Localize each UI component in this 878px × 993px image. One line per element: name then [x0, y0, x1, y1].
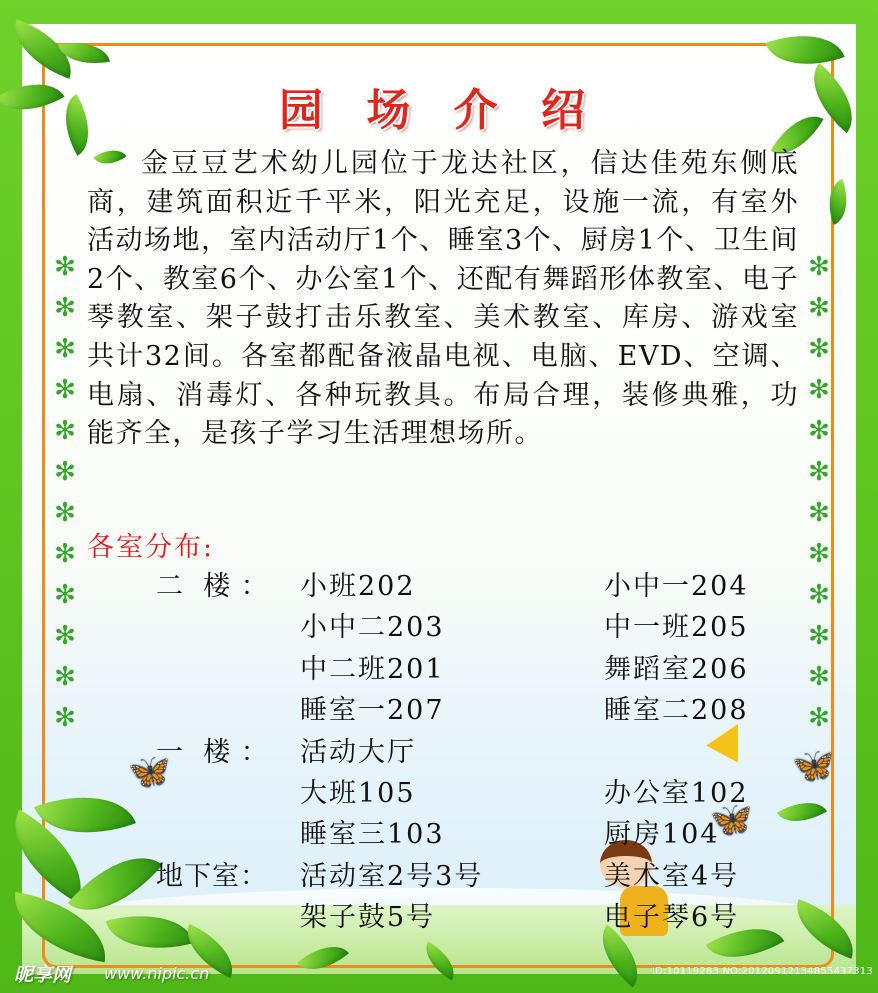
- flower-gear-icon: ✻: [54, 498, 76, 528]
- floor-label: 一 楼 ：: [156, 736, 269, 768]
- room-entry: 舞蹈室206: [604, 653, 749, 685]
- room-entry: 活动室2号3号: [300, 860, 484, 892]
- flower-gear-icon: ✻: [54, 539, 76, 569]
- rooms-section-title: 各室分布:: [87, 532, 215, 563]
- room-entry: 活动大厅: [300, 736, 416, 768]
- butterfly-icon: 🦋: [128, 752, 171, 792]
- room-entry: 睡室三103: [300, 819, 445, 851]
- flower-gear-icon: ✻: [54, 662, 76, 692]
- room-entry: 电子琴6号: [604, 902, 740, 934]
- room-entry: 小中一204: [604, 571, 749, 602]
- room-entry: 睡室二208: [604, 695, 749, 727]
- flower-gear-icon: ✻: [54, 416, 76, 446]
- room-entry: 美术室4号: [604, 860, 740, 892]
- flower-gear-icon: ✻: [54, 252, 76, 282]
- flower-gear-icon: ✻: [808, 416, 830, 446]
- flower-gear-icon: ✻: [808, 457, 830, 487]
- flower-gear-icon: ✻: [808, 621, 830, 651]
- flower-gear-icon: ✻: [808, 375, 830, 405]
- butterfly-icon: 🦋: [792, 746, 835, 786]
- room-entry: 小中二203: [300, 612, 445, 644]
- room-entry: 睡室一207: [300, 695, 445, 727]
- watermark-logo: 昵享网: [14, 964, 72, 986]
- flower-gear-icon: ✻: [808, 580, 830, 610]
- butterfly-icon: 🦋: [710, 800, 753, 840]
- room-entry: 中一班205: [604, 612, 749, 644]
- room-entry: 架子鼓5号: [300, 902, 436, 934]
- floor-label: 二 楼 ：: [156, 571, 269, 602]
- watermark-id: ID:10119283 NO:20120912134855437313: [652, 966, 873, 977]
- flower-gear-icon: ✻: [54, 334, 76, 364]
- room-entry: 办公室102: [604, 778, 749, 809]
- flower-gear-icon: ✻: [54, 621, 76, 651]
- flower-gear-icon: ✻: [54, 293, 76, 323]
- flower-gear-icon: ✻: [808, 293, 830, 323]
- room-entry: 中二班201: [300, 653, 445, 685]
- flower-gear-icon: ✻: [808, 252, 830, 282]
- flower-gear-icon: ✻: [808, 498, 830, 528]
- floor-label: 地下室：: [156, 860, 268, 892]
- room-entry: 小班202: [300, 571, 416, 602]
- flower-gear-icon: ✻: [54, 457, 76, 487]
- page-title: 园 场 介 绍: [279, 85, 599, 136]
- intro-paragraph: 金豆豆艺术幼儿园位于龙达社区，信达佳苑东侧底商，建筑面积近千平米，阳光充足，设施一流，有室外活动场地，室内活动厅1个、睡室3个、厨房1个、卫生间2个、教室6个、办公室1个、还配有舞蹈形体教室、电子琴教室、架子鼓打击乐教室、美术教室、库房、游戏室共计32间。各室都配备液晶电视、电脑、EVD、空调、电扇、消毒灯、各种玩教具。布局合理，装修典雅，功能齐全，是孩子学习生活理想场所。: [87, 148, 799, 450]
- room-entry: 大班105: [300, 778, 416, 809]
- flower-gear-icon: ✻: [808, 334, 830, 364]
- flower-gear-icon: ✻: [54, 580, 76, 610]
- watermark-url: www.nipic.cn: [104, 964, 210, 983]
- room-entry: 厨房104: [604, 819, 720, 851]
- flower-gear-icon: ✻: [54, 375, 76, 405]
- flower-gear-icon: ✻: [808, 703, 830, 733]
- flower-gear-icon: ✻: [54, 703, 76, 733]
- flower-gear-icon: ✻: [808, 539, 830, 569]
- flower-gear-icon: ✻: [808, 662, 830, 692]
